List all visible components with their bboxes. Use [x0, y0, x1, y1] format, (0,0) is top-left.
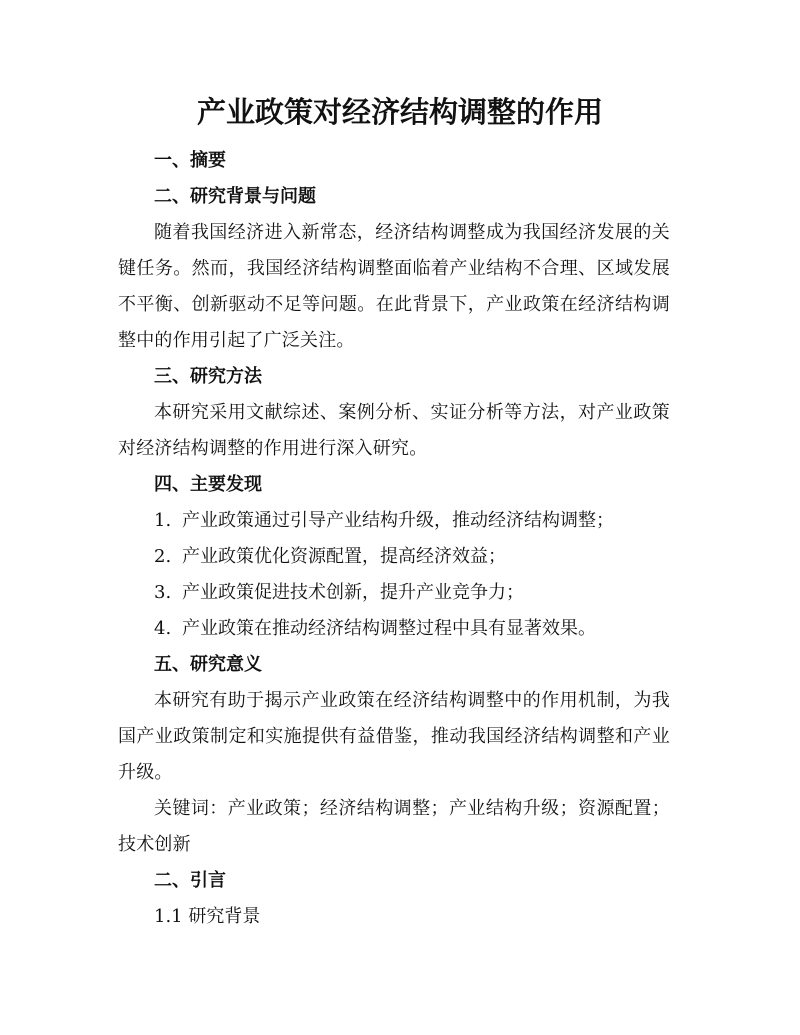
method-paragraph: 本研究采用文献综述、案例分析、实证分析等方法，对产业政策对经济结构调整的作用进行深入研究。 — [118, 402, 670, 459]
abstract-heading: 一、摘要 — [154, 150, 226, 171]
finding-number: 3. — [154, 582, 172, 603]
finding-number: 2. — [154, 546, 172, 567]
background-heading: 二、研究背景与问题 — [154, 186, 316, 207]
finding-item-4 — [118, 611, 670, 647]
significance-paragraph: 本研究有助于揭示产业政策在经济结构调整中的作用机制，为我国产业政策制定和实施提供有益借鉴，推动我国经济结构调整和产业升级。 — [118, 690, 670, 783]
finding-text: 产业政策在推动经济结构调整过程中具有显著效果。 — [182, 618, 596, 639]
significance-heading: 五、研究意义 — [154, 654, 262, 675]
method-heading: 三、研究方法 — [154, 366, 262, 387]
document-title: 产业政策对经济结构调整的作用 — [196, 95, 603, 129]
finding-text: 产业政策促进技术创新，提升产业竞争力； — [182, 582, 524, 603]
findings-heading: 四、主要发现 — [154, 474, 262, 495]
finding-text: 产业政策通过引导产业结构升级，推动经济结构调整； — [182, 510, 614, 531]
finding-text: 产业政策优化资源配置，提高经济效益； — [182, 546, 506, 567]
finding-item-2 — [118, 539, 670, 575]
finding-item-1 — [118, 503, 670, 539]
finding-number: 1. — [154, 510, 172, 531]
document-body — [118, 143, 670, 935]
keywords-paragraph: 关键词：产业政策；经济结构调整；产业结构升级；资源配置；技术创新 — [118, 798, 670, 855]
finding-number: 4. — [154, 618, 172, 639]
finding-item-3 — [118, 575, 670, 611]
intro-heading: 二、引言 — [154, 870, 226, 891]
background-paragraph: 随着我国经济进入新常态，经济结构调整成为我国经济发展的关键任务。然而，我国经济结构调整面临着产业结构不合理、区域发展不平衡、创新驱动不足等问题。在此背景下，产业政策在经济结构调整中的作用引起了广泛关注。 — [118, 222, 670, 351]
intro-subheading: 1.1 研究背景 — [154, 906, 261, 927]
